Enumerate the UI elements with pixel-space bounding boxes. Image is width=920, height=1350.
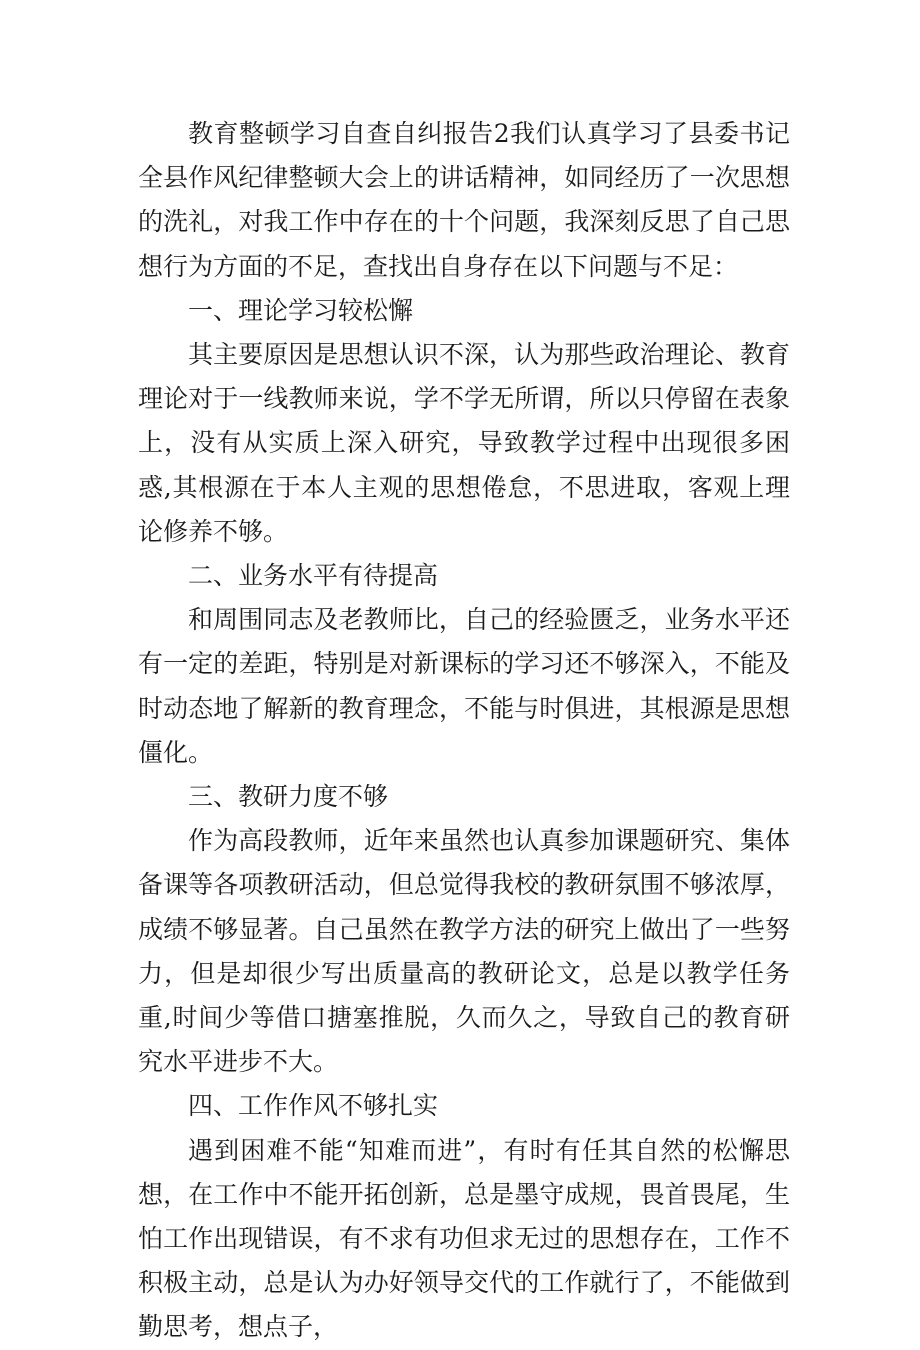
section-heading-2: 二、业务水平有待提高 <box>188 561 439 591</box>
section-paragraph-1: 其主要原因是思想认识不深，认为那些政治理论、教育理论对于一线教师来说，学不学无所谓，所以只停留在表象上，没有从实质上深入研究，导致教学过程中出现很多困惑,其根源在于本人主观的思想倦怠，不思进取，客观上理论修养不够。 <box>138 340 790 546</box>
section-paragraph-3: 作为高段教师，近年来虽然也认真参加课题研究、集体备课等各项教研活动，但总觉得我校的教研氛围不够浓厚，成绩不够显著。自己虽然在教学方法的研究上做出了一些努力，但是却很少写出质量高的教研论文，总是以教学任务重,时间少等借口搪塞推脱，久而久之，导致自己的教育研究水平进步不大。 <box>138 826 790 1077</box>
section-heading-3: 三、教研力度不够 <box>188 782 389 812</box>
section-heading-4: 四、工作作风不够扎实 <box>188 1091 439 1121</box>
section-paragraph-2: 和周围同志及老教师比，自己的经验匮乏，业务水平还有一定的差距，特别是对新课标的学习还不够深入，不能及时动态地了解新的教育理念，不能与时俱进，其根源是思想僵化。 <box>138 605 790 767</box>
section-heading-1: 一、理论学习较松懈 <box>188 295 414 325</box>
document-body <box>138 112 790 1350</box>
intro-paragraph: 教育整顿学习自查自纠报告2我们认真学习了县委书记全县作风纪律整顿大会上的讲话精神，如同经历了一次思想的洗礼，对我工作中存在的十个问题，我深刻反思了自己思想行为方面的不足，查找出自身存在以下问题与不足： <box>138 119 790 281</box>
section-paragraph-4: 遇到困难不能“知难而进”，有时有任其自然的松懈思想，在工作中不能开拓创新，总是墨守成规，畏首畏尾，生怕工作出现错误，有不求有功但求无过的思想存在，工作不积极主动，总是认为办好领导交代的工作就行了，不能做到勤思考，想点子， <box>138 1135 790 1342</box>
